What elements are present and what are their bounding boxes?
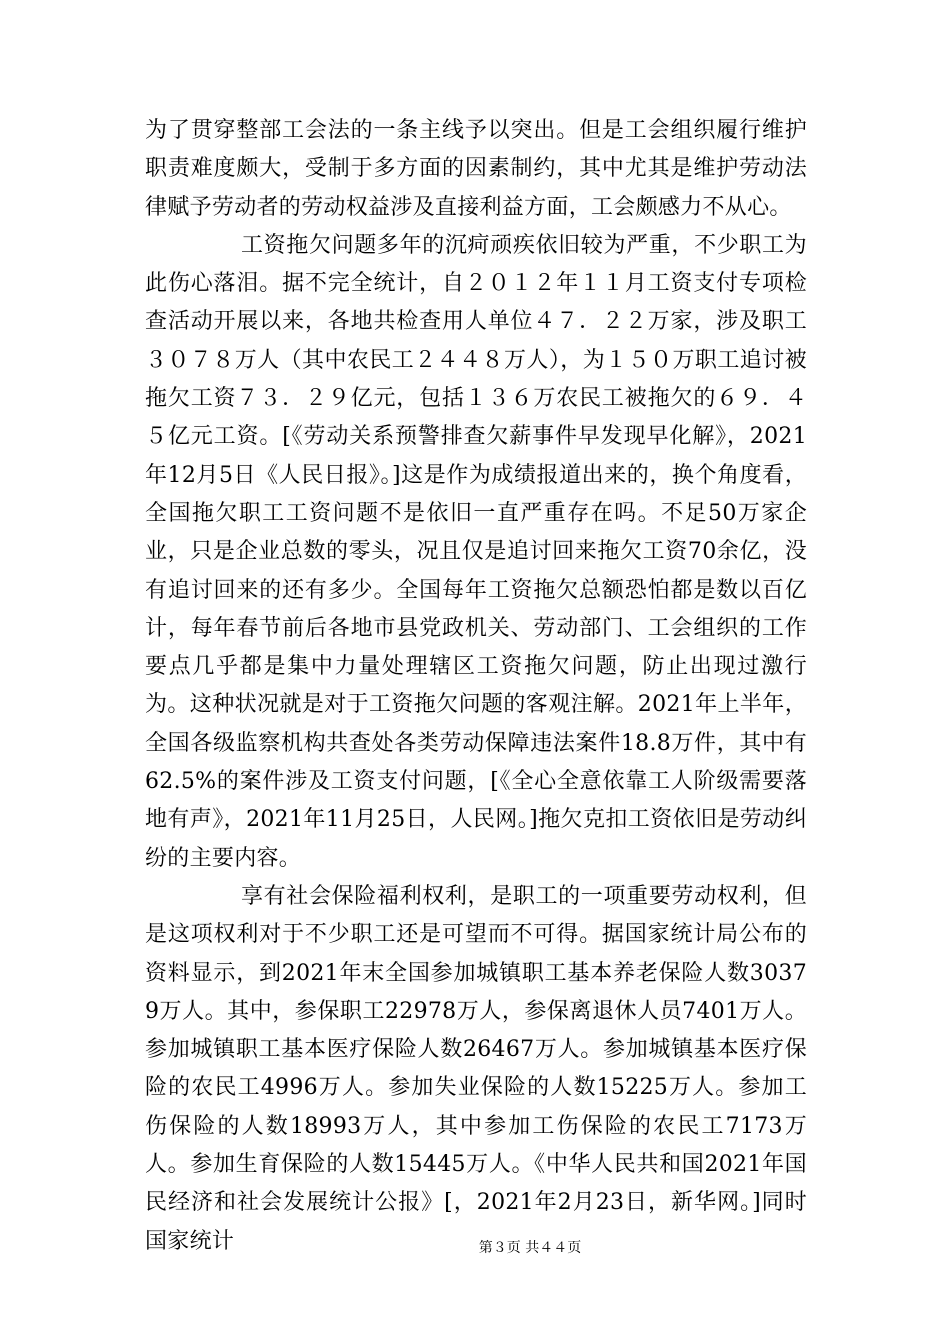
paragraph-1: 为了贯穿整部工会法的一条主线予以突出。但是工会组织履行维护职责难度颇大，受制于多方面的因素制约，其中尤其是维护劳动法律赋予劳动者的劳动权益涉及直接利益方面，工会颇感力不从心。 <box>145 118 807 220</box>
page-number-footer: 第３页 共４４页 <box>478 1240 582 1256</box>
document-body <box>145 112 807 1261</box>
paragraph-2: 工资拖欠问题多年的沉疴顽疾依旧较为严重，不少职工为此伤心落泪。据不完全统计，自２０１２年１１月工资支付专项检查活动开展以来，各地共检查用人单位４７．２２万家，涉及职工３０７８万人（其中农民工２４４８万人），为１５０万职工追讨被拖欠工资７３．２９亿元，包括１３６万农民工被拖欠的６９．４５亿元工资。[《劳动关系预警排查欠薪事件早发现早化解》，2021年12月5日《人民日报》。]这是作为成绩报道出来的，换个角度看，全国拖欠职工工资问题不是依旧一直严重存在吗。不足50万家企业，只是企业总数的零头，况且仅是追讨回来拖欠工资70余亿，没有追讨回来的还有多少。全国每年工资拖欠总额恐怕都是数以百亿计，每年春节前后各地市县党政机关、劳动部门、工会组织的工作要点几乎都是集中力量处理辖区工资拖欠问题，防止出现过激行为。这种状况就是对于工资拖欠问题的客观注解。2021年上半年，全国各级监察机构共查处各类劳动保障违法案件18.8万件，其中有62.5%的案件涉及工资支付问题，[《全心全意依靠工人阶级需要落地有声》，2021年11月25日，人民网。]拖欠克扣工资依旧是劳动纠纷的主要内容。 <box>145 232 807 871</box>
paragraph-3: 享有社会保险福利权利，是职工的一项重要劳动权利，但是这项权利对于不少职工还是可望而不可得。据国家统计局公布的资料显示，到2021年末全国参加城镇职工基本养老保险人数30379万人。其中，参保职工22978万人，参保离退休人员7401万人。参加城镇职工基本医疗保险人数26467万人。参加城镇基本医疗保险的农民工4996万人。参加失业保险的人数15225万人。参加工伤保险的人数18993万人，其中参加工伤保险的农民工7173万人。参加生育保险的人数15445万人。《中华人民共和国2021年国民经济和社会发展统计公报》[，2021年2月23日，新华网。]同时国家统计 <box>145 883 808 1254</box>
